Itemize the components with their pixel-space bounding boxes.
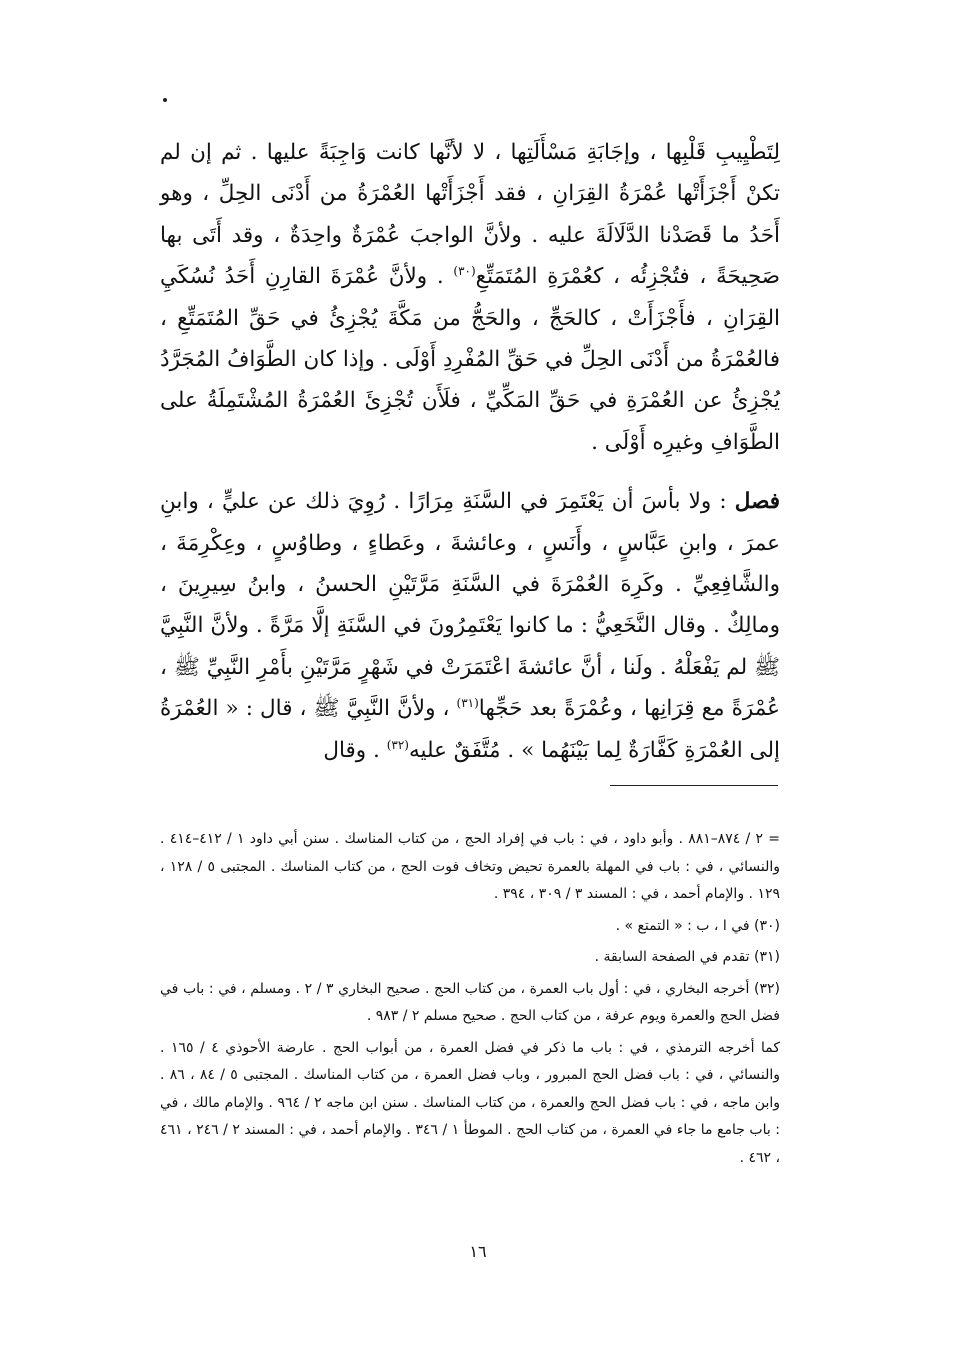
text-run: ، ولأنَّ النَّبِيَّ ﷺ ، قال : « العُمْرَةُ إلى العُمْرَةِ كَفَّارَةٌ لِما بَيْنَهُما » . مُتَّفَقٌ عليه [160, 696, 780, 763]
text-run: لِتَطْيِيبِ قَلْبِها ، وإجَابَةِ مَسْأَلَتِها ، لا لأنَّها كانت وَاجِبَةً عليها . ثم إن لم تكنْ أَجْزَأَتْها عُمْرَةُ القِرَانِ ، فقد أَجْزَأَتْها العُمْرَةُ من أَدْنَى الحِلِّ ، وهو أَحَدُ ما قَصَدْنا الدَّلَالَةَ عليه . ولأنَّ الواجبَ عُمْرَةٌ واحِدَةٌ ، وقد أَتَى بها صَحِيحَةً ، فتُجْزِئُه ، كعُمْرَةِ المُتَمَتِّعِ [160, 140, 780, 290]
paragraph [160, 132, 780, 463]
text-run: . وقال [323, 737, 380, 763]
footnote: كما أخرجه الترمذي ، في : باب ما ذكر في فضل العمرة ، من أبواب الحج . عارضة الأحوذي ٤ / ١٦٥ . والنسائي ، في : باب فضل الحج المبرور ، وباب فضل العمرة ، من كتاب المناسك . المجتبى ٥ / ٨٤ ، ٨٦ . وابن ماجه ، في : باب فضل الحج والعمرة ، من كتاب المناسك . سنن ابن ماجه ٢ / ٩٦٤ . والإمام مالك ، في : باب جامع ما جاء في العمرة ، من كتاب الحج . الموطأ ١ / ٣٤٦ . والإمام أحمد ، في : المسند ٢ / ٢٤٦ ، ٤٦١ ، ٤٦٢ . [160, 1039, 781, 1166]
footnote: (٣٢) أخرجه البخاري ، في : أول باب العمرة ، من كتاب الحج . صحيح البخاري ٣ / ٢ . ومسلم ، في : باب في فضل الحج والعمرة ويوم عرفة ، من كتاب الحج . صحيح مسلم ٢ / ٩٨٣ . [160, 980, 780, 1024]
footnote-divider [610, 785, 778, 786]
footnote-ref: (٣٠) [453, 264, 476, 279]
footnote-ref: (٣١) [456, 696, 479, 711]
footnote-ref: (٣٢) [386, 737, 409, 752]
footnotes [160, 826, 780, 1176]
paragraph [160, 481, 780, 771]
page-mark [163, 98, 167, 102]
text-run: : ولا بأسَ أن يَعْتَمِرَ في السَّنَةِ مِرَارًا . رُوِيَ ذلك عن عليٍّ ، وابنِ عمرَ ، وابنِ عَبَّاسٍ ، وأَنَسٍ ، وعائشةَ ، وعَطاءٍ ، وطاوُسٍ ، وعِكْرِمَةَ ، والشَّافِعِيِّ . وكَرِهَ العُمْرَةَ في السَّنَةِ مَرَّتَيْنِ الحسنُ ، وابنُ سِيرِينَ ، ومالِكٌ . وقال النَّخَعِيُّ : ما كانوا يَعْتَمِرُونَ في السَّنَةِ إلَّا مَرَّةً . ولأنَّ النَّبِيَّ ﷺ لم يَفْعَلْهُ . ولَنا ، أنَّ عائشةَ اعْتَمَرَتْ في شَهْرٍ مَرَّتَيْنِ بأَمْرِ النَّبِيِّ ﷺ ، عُمْرَةً مع قِرَانِها ، وعُمْرَةً بعد حَجِّها [160, 489, 780, 722]
section-label: فصل [734, 489, 780, 515]
footnote: (٣١) تقدم في الصفحة السابقة . [594, 949, 780, 965]
footnote: (٣٠) في ا ، ب : « التمتع » . [615, 917, 780, 934]
page-number: ١٦ [469, 1242, 487, 1261]
footnote: = ٢ / ٨٧٤–٨٨١ . وأبو داود ، في : باب في إفراد الحج ، من كتاب المناسك . سنن أبي داود ١ / ٤١٢–٤١٤ . والنسائي ، في : باب في المهلة بالعمرة تحيض وتخاف فوت الحج ، من كتاب المناسك . المجتبى ٥ / ١٢٨ ، ١٢٩ . والإمام أحمد ، في : المسند ٣ / ٣٠٩ ، ٣٩٤ . [160, 831, 781, 902]
text-run: . ولأنَّ عُمْرَةَ القارِنِ أَحَدُ نُسُكَيِ القِرَانِ ، فأَجْزَأَتْ ، كالحَجِّ ، والحَجُّ من مَكَّةَ يُجْزِئُ في حَقِّ المُتَمَتِّعِ ، فالعُمْرَةُ من أَدْنَى الحِلِّ في حَقِّ المُفْرِدِ أَوْلَى . وإذا كان الطَّوَافُ المُجَرَّدُ يُجْزِئُ عن العُمْرَةِ في حَقِّ المَكِّيِّ ، فلَأَن تُجْزِئَ العُمْرَةُ المُشْتَمِلَةُ على الطَّوَافِ وغيرِه أَوْلَى . [160, 264, 780, 455]
main-text [160, 132, 780, 771]
